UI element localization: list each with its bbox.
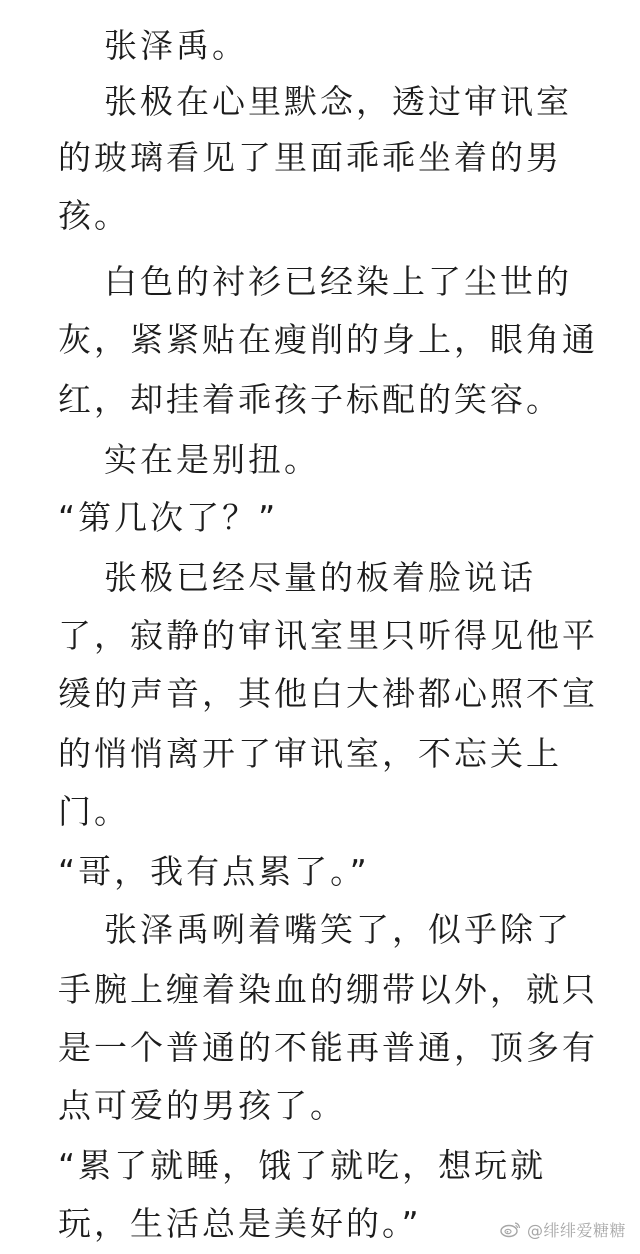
text-line-6: 灰，紧紧贴在瘦削的身上，眼角通 — [58, 320, 598, 359]
weibo-icon — [500, 1220, 522, 1238]
text-line-20: “累了就睡，饿了就吃，想玩就 — [58, 1146, 547, 1185]
watermark-handle: @绯绯爱糖糖 — [526, 1220, 626, 1240]
text-line-11: 了，寂静的审讯室里只听得见他平 — [58, 616, 598, 655]
text-line-19: 点可爱的男孩了。 — [58, 1086, 346, 1125]
text-line-1: 张泽禹。 — [104, 26, 248, 65]
text-line-14: 门。 — [58, 792, 130, 831]
text-line-5: 白色的衬衫已经染上了尘世的 — [104, 262, 572, 301]
text-line-9: “第几次了？” — [58, 498, 279, 537]
text-line-8: 实在是别扭。 — [104, 440, 320, 479]
text-line-18: 是一个普通的不能再普通，顶多有 — [58, 1028, 598, 1067]
text-line-15: “哥，我有点累了。” — [58, 852, 370, 891]
text-line-4: 孩。 — [58, 196, 130, 235]
text-line-7: 红，却挂着乖孩子标配的笑容。 — [58, 380, 562, 419]
text-line-2: 张极在心里默念，透过审讯室 — [104, 82, 572, 121]
text-line-10: 张极已经尽量的板着脸说话 — [104, 558, 536, 597]
text-line-17: 手腕上缠着染血的绷带以外，就只 — [58, 970, 598, 1009]
text-line-16: 张泽禹咧着嘴笑了，似乎除了 — [104, 910, 572, 949]
text-line-3: 的玻璃看见了里面乖乖坐着的男 — [58, 138, 562, 177]
text-line-12: 缓的声音，其他白大褂都心照不宣 — [58, 674, 598, 713]
text-line-21: 玩，生活总是美好的。” — [58, 1204, 422, 1243]
weibo-watermark — [500, 1218, 626, 1240]
text-line-13: 的悄悄离开了审讯室，不忘关上 — [58, 734, 562, 773]
